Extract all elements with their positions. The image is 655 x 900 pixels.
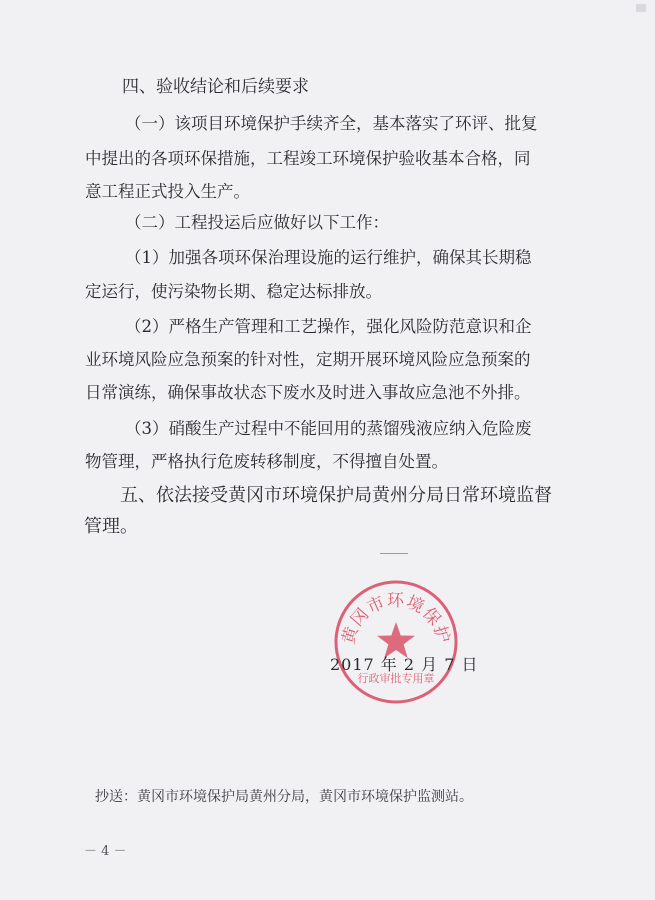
item-two-sub1-line2: 定运行，使污染物长期、稳定达标排放。 [85, 282, 382, 301]
scan-corner-mark [636, 4, 646, 12]
item-two-sub3-line1: （3）硝酸生产过程中不能回用的蒸馏残液应纳入危险废 [125, 419, 532, 438]
page-number: － 4 － [84, 844, 127, 859]
section-five-line2: 管理。 [84, 516, 138, 537]
item-two-sub1-line1: （1）加强各项环保治理设施的运行维护，确保其长期稳 [125, 248, 532, 267]
item-two-title: （二）工程投运后应做好以下工作： [125, 213, 389, 232]
item-one-line3: 意工程正式投入生产。 [85, 182, 250, 201]
item-one-line1: （一）该项目环境保护手续齐全，基本落实了环评、批复 [125, 114, 538, 133]
section-five-line1: 五、依法接受黄冈市环境保护局黄州分局日常环境监督 [120, 485, 552, 506]
cc-recipients: 抄送：黄冈市环境保护局黄州分局，黄冈市环境保护监测站。 [95, 789, 473, 805]
item-two-sub3-line2: 物管理，严格执行危废转移制度，不得擅自处置。 [85, 452, 448, 471]
item-one-line2: 中提出的各项环保措施，工程竣工环境保护验收基本合格，同 [85, 149, 531, 168]
stamp-upper-text: 黄冈市环境保护 [338, 591, 454, 647]
section-four-heading: 四、验收结论和后续要求 [122, 77, 309, 97]
item-two-sub2-line1: （2）严格生产管理和工艺操作，强化风险防范意识和企 [125, 317, 532, 336]
document-date: 2017 年 2 月 7 日 [330, 655, 479, 674]
separator-line [380, 553, 408, 554]
stamp-lower-text: 行政审批专用章 [357, 672, 435, 685]
item-two-sub2-line2: 业环境风险应急预案的针对性，定期开展环境风险应急预案的 [85, 350, 531, 369]
official-seal-icon [332, 578, 460, 706]
item-two-sub2-line3: 日常演练，确保事故状态下废水及时进入事故应急池不外排。 [85, 383, 531, 402]
